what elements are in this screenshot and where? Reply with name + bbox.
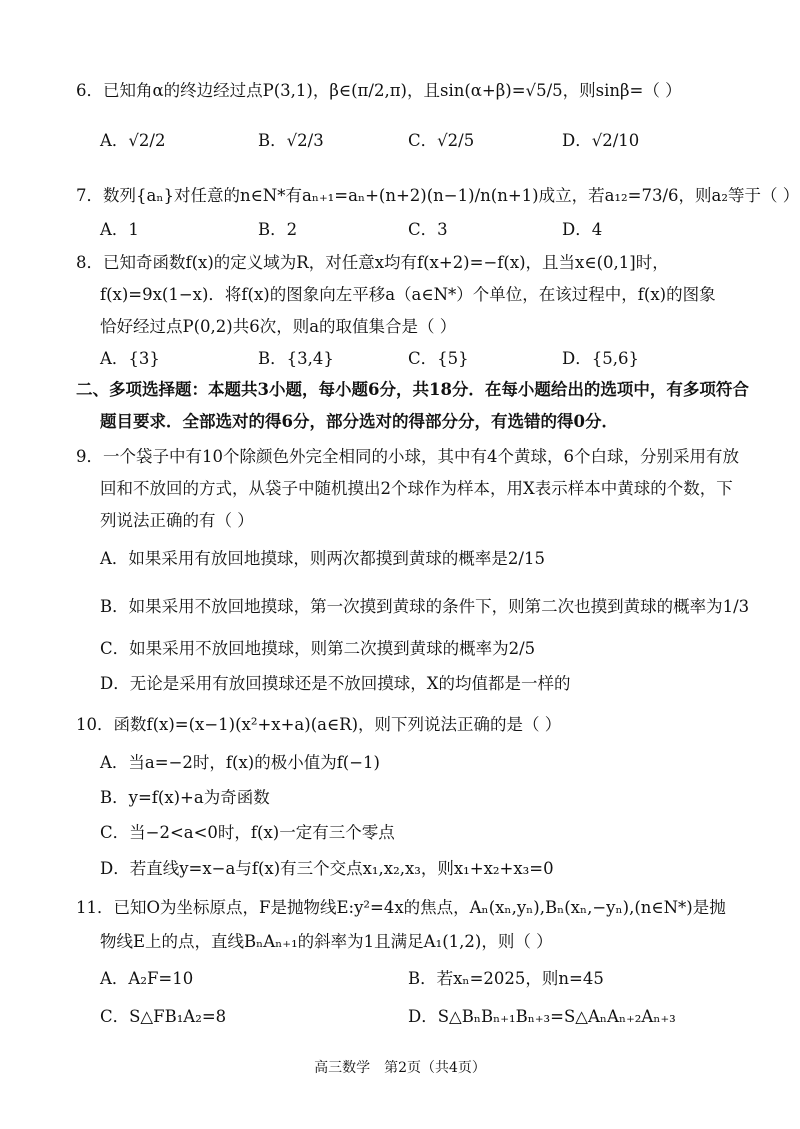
question-9-line-1: 9．一个袋子中有10个除颜色外完全相同的小球，其中有4个黄球，6个白球，分别采用有放 — [76, 447, 739, 466]
q11-option-a: A．A₂F=10 — [100, 969, 194, 988]
q10-option-a: A．当a=−2时，f(x)的极小值为f(−1) — [100, 753, 380, 772]
section-2-heading-line-2: 题目要求．全部选对的得6分，部分选对的得部分分，有选错的得0分． — [100, 412, 618, 431]
q9-option-d: D．无论是采用有放回摸球还是不放回摸球，X的均值都是一样的 — [100, 674, 571, 693]
question-8-line-3: 恰好经过点P(0,2)共6次，则a的取值集合是（ ） — [100, 317, 457, 336]
q11-option-c: C．S△FB₁A₂=8 — [100, 1007, 227, 1026]
q7-option-c: C．3 — [408, 220, 448, 239]
q9-option-c: C．如果采用不放回地摸球，则第二次摸到黄球的概率为2/5 — [100, 639, 536, 658]
q8-option-a: A．{3} — [100, 349, 160, 368]
q6-option-a: A．√2/2 — [100, 131, 166, 150]
question-6: 6．已知角α的终边经过点P(3,1)，β∈(π/2,π)，且sin(α+β)=√5/5，则sinβ=（ ） — [76, 81, 682, 100]
question-8-line-1: 8．已知奇函数f(x)的定义域为R，对任意x均有f(x+2)=−f(x)，且当x∈(0,1]时， — [76, 253, 669, 272]
q7-option-d: D．4 — [562, 220, 603, 239]
q6-option-c: C．√2/5 — [408, 131, 475, 150]
q7-option-b: B．2 — [258, 220, 298, 239]
q10-option-c: C．当−2<a<0时，f(x)一定有三个零点 — [100, 823, 395, 842]
question-9-line-2: 回和不放回的方式，从袋子中随机摸出2个球作为样本，用X表示样本中黄球的个数，下 — [100, 479, 733, 498]
question-7: 7．数列{aₙ}对任意的n∈N*有aₙ₊₁=aₙ+(n+2)(n−1)/n(n+1)成立，若a₁₂=73/6，则a₂等于（ ） — [76, 186, 800, 205]
q7-option-a: A．1 — [100, 220, 139, 239]
question-11-line-1: 11．已知O为坐标原点，F是抛物线E:y²=4x的焦点，Aₙ(xₙ,yₙ),Bₙ(xₙ,−yₙ),(n∈N*)是抛 — [76, 898, 726, 917]
question-10: 10．函数f(x)=(x−1)(x²+x+a)(a∈R)，则下列说法正确的是（ ） — [76, 715, 562, 734]
q11-option-d: D．S△BₙBₙ₊₁Bₙ₊₃=S△AₙAₙ₊₂Aₙ₊₃ — [408, 1007, 676, 1026]
q9-option-b: B．如果采用不放回地摸球，第一次摸到黄球的条件下，则第二次也摸到黄球的概率为1/3 — [100, 597, 750, 616]
q10-option-d: D．若直线y=x−a与f(x)有三个交点x₁,x₂,x₃，则x₁+x₂+x₃=0 — [100, 859, 554, 878]
q8-option-c: C．{5} — [408, 349, 469, 368]
section-2-heading: 二、多项选择题：本题共3小题，每小题6分，共18分．在每小题给出的选项中，有多项符合 — [76, 380, 749, 399]
q8-option-b: B．{3,4} — [258, 349, 334, 368]
question-11-line-2: 物线E上的点，直线BₙAₙ₊₁的斜率为1且满足A₁(1,2)，则（ ） — [100, 932, 553, 951]
q6-option-d: D．√2/10 — [562, 131, 640, 150]
q11-option-b: B．若xₙ=2025，则n=45 — [408, 969, 604, 988]
q10-option-b: B．y=f(x)+a为奇函数 — [100, 788, 270, 807]
q8-option-d: D．{5,6} — [562, 349, 639, 368]
question-9-line-3: 列说法正确的有（ ） — [100, 511, 254, 530]
question-8-line-2: f(x)=9x(1−x)．将f(x)的图象向左平移a（a∈N*）个单位，在该过程中，f(x)的图象 — [100, 285, 716, 304]
page-footer: 高三数学 第2页（共4页） — [314, 1060, 486, 1076]
q6-option-b: B．√2/3 — [258, 131, 324, 150]
q9-option-a: A．如果采用有放回地摸球，则两次都摸到黄球的概率是2/15 — [100, 549, 545, 568]
